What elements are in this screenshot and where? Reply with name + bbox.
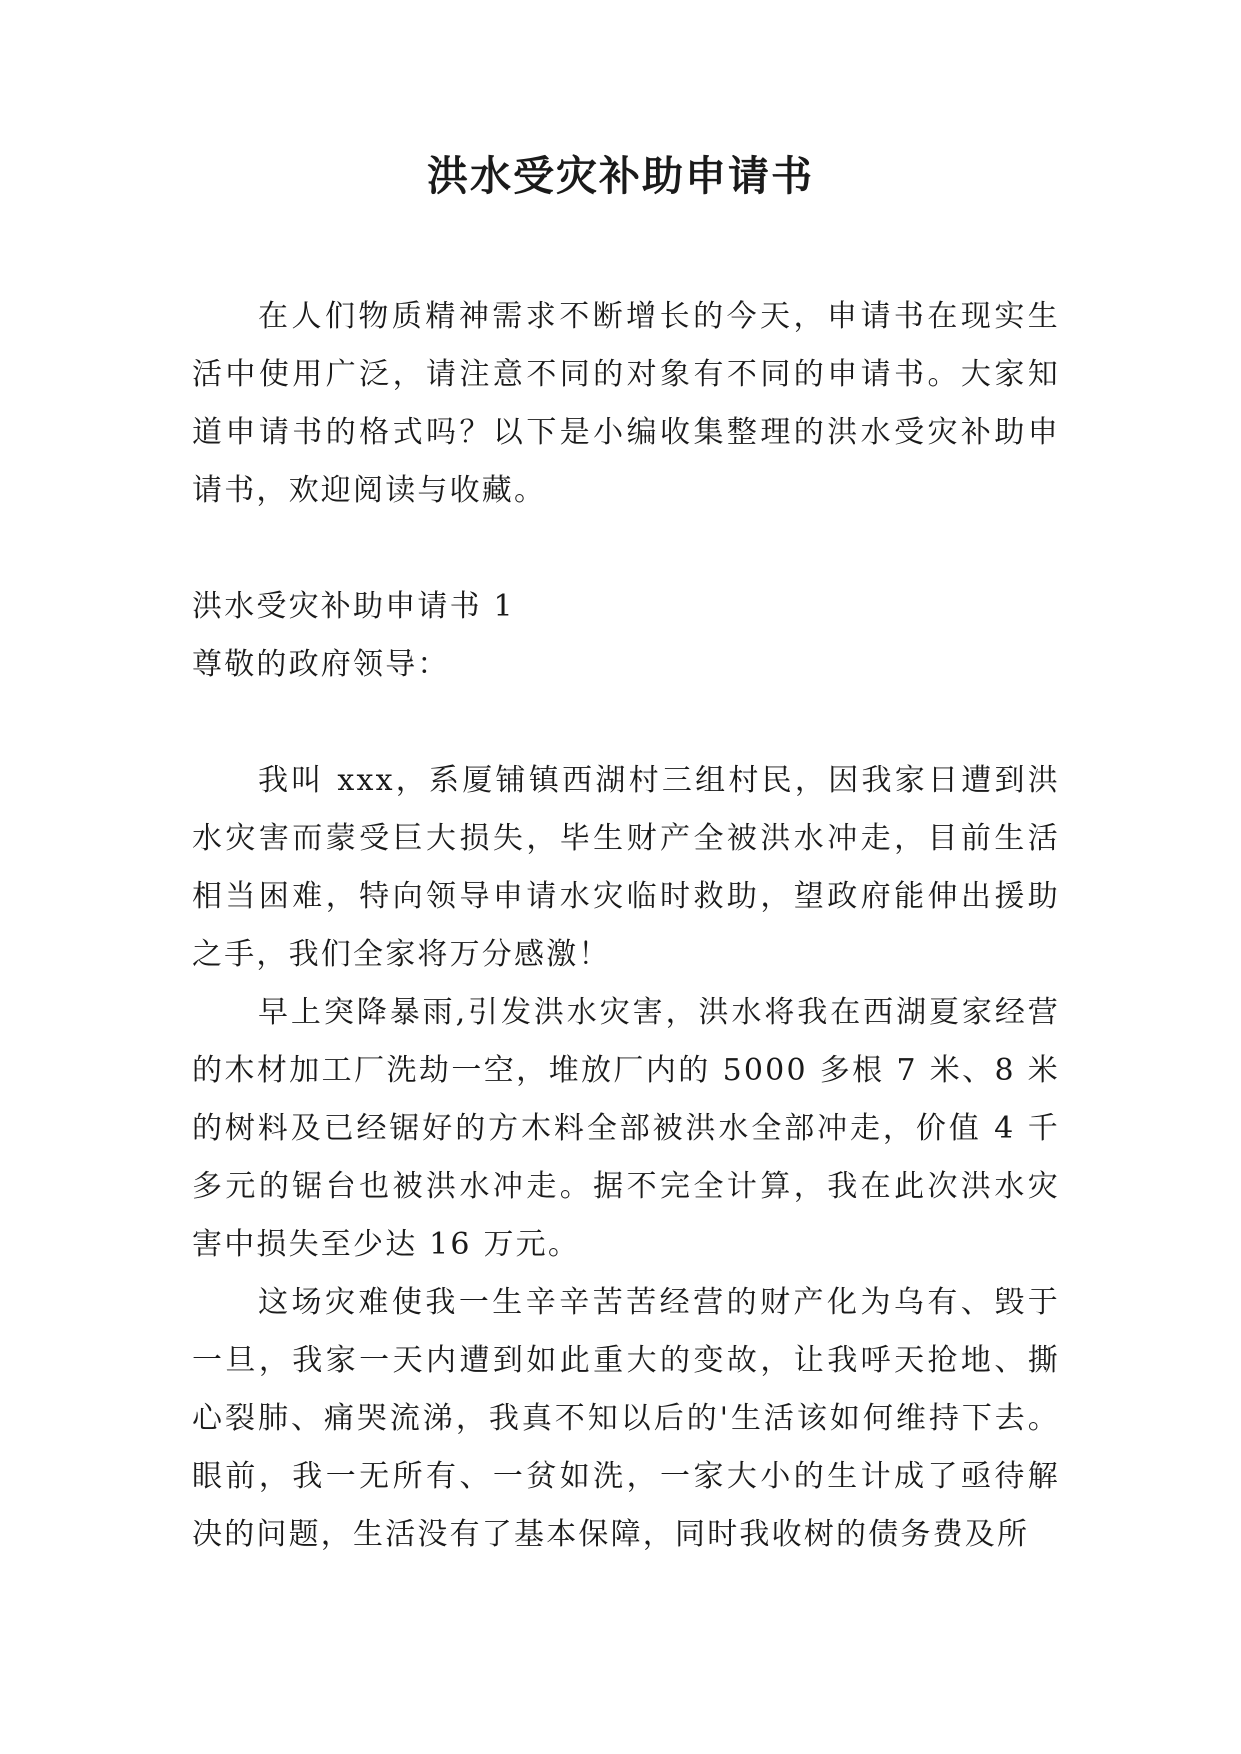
body-paragraph-2: 早上突降暴雨,引发洪水灾害，洪水将我在西湖夏家经营的木材加工厂洗劫一空，堆放厂内的 5000 多根 7 米、8 米的树料及已经锯好的方木料全部被洪水全部冲走，价值 4 千多元的锯台也被洪水冲走。据不完全计算，我在此次洪水灾害中损失至少达 16 万元。 (192, 995, 1060, 1262)
body-paragraph-1: 我叫 xxx，系厦铺镇西湖村三组村民，因我家日遭到洪水灾害而蒙受巨大损失，毕生财产全被洪水冲走，目前生活相当困难，特向领导申请水灾临时救助，望政府能伸出援助之手，我们全家将万分感激！ (192, 763, 1060, 972)
salutation: 尊敬的政府领导： (192, 647, 450, 682)
document-body (192, 288, 1060, 1564)
intro-paragraph: 在人们物质精神需求不断增长的今天，申请书在现实生活中使用广泛，请注意不同的对象有不同的申请书。大家知道申请书的格式吗？以下是小编收集整理的洪水受灾补助申请书，欢迎阅读与收藏。 (192, 299, 1060, 508)
body-paragraph-3: 这场灾难使我一生辛辛苦苦经营的财产化为乌有、毁于一旦，我家一天内遭到如此重大的变故，让我呼天抢地、撕心裂肺、痛哭流涕，我真不知以后的'生活该如何维持下去。眼前，我一无所有、一贫如洗，一家大小的生计成了亟待解决的问题，生活没有了基本保障，同时我收树的债务费及所 (192, 1285, 1060, 1552)
section-heading: 洪水受灾补助申请书 1 (192, 589, 515, 624)
document-title: 洪水受灾补助申请书 (427, 152, 814, 200)
